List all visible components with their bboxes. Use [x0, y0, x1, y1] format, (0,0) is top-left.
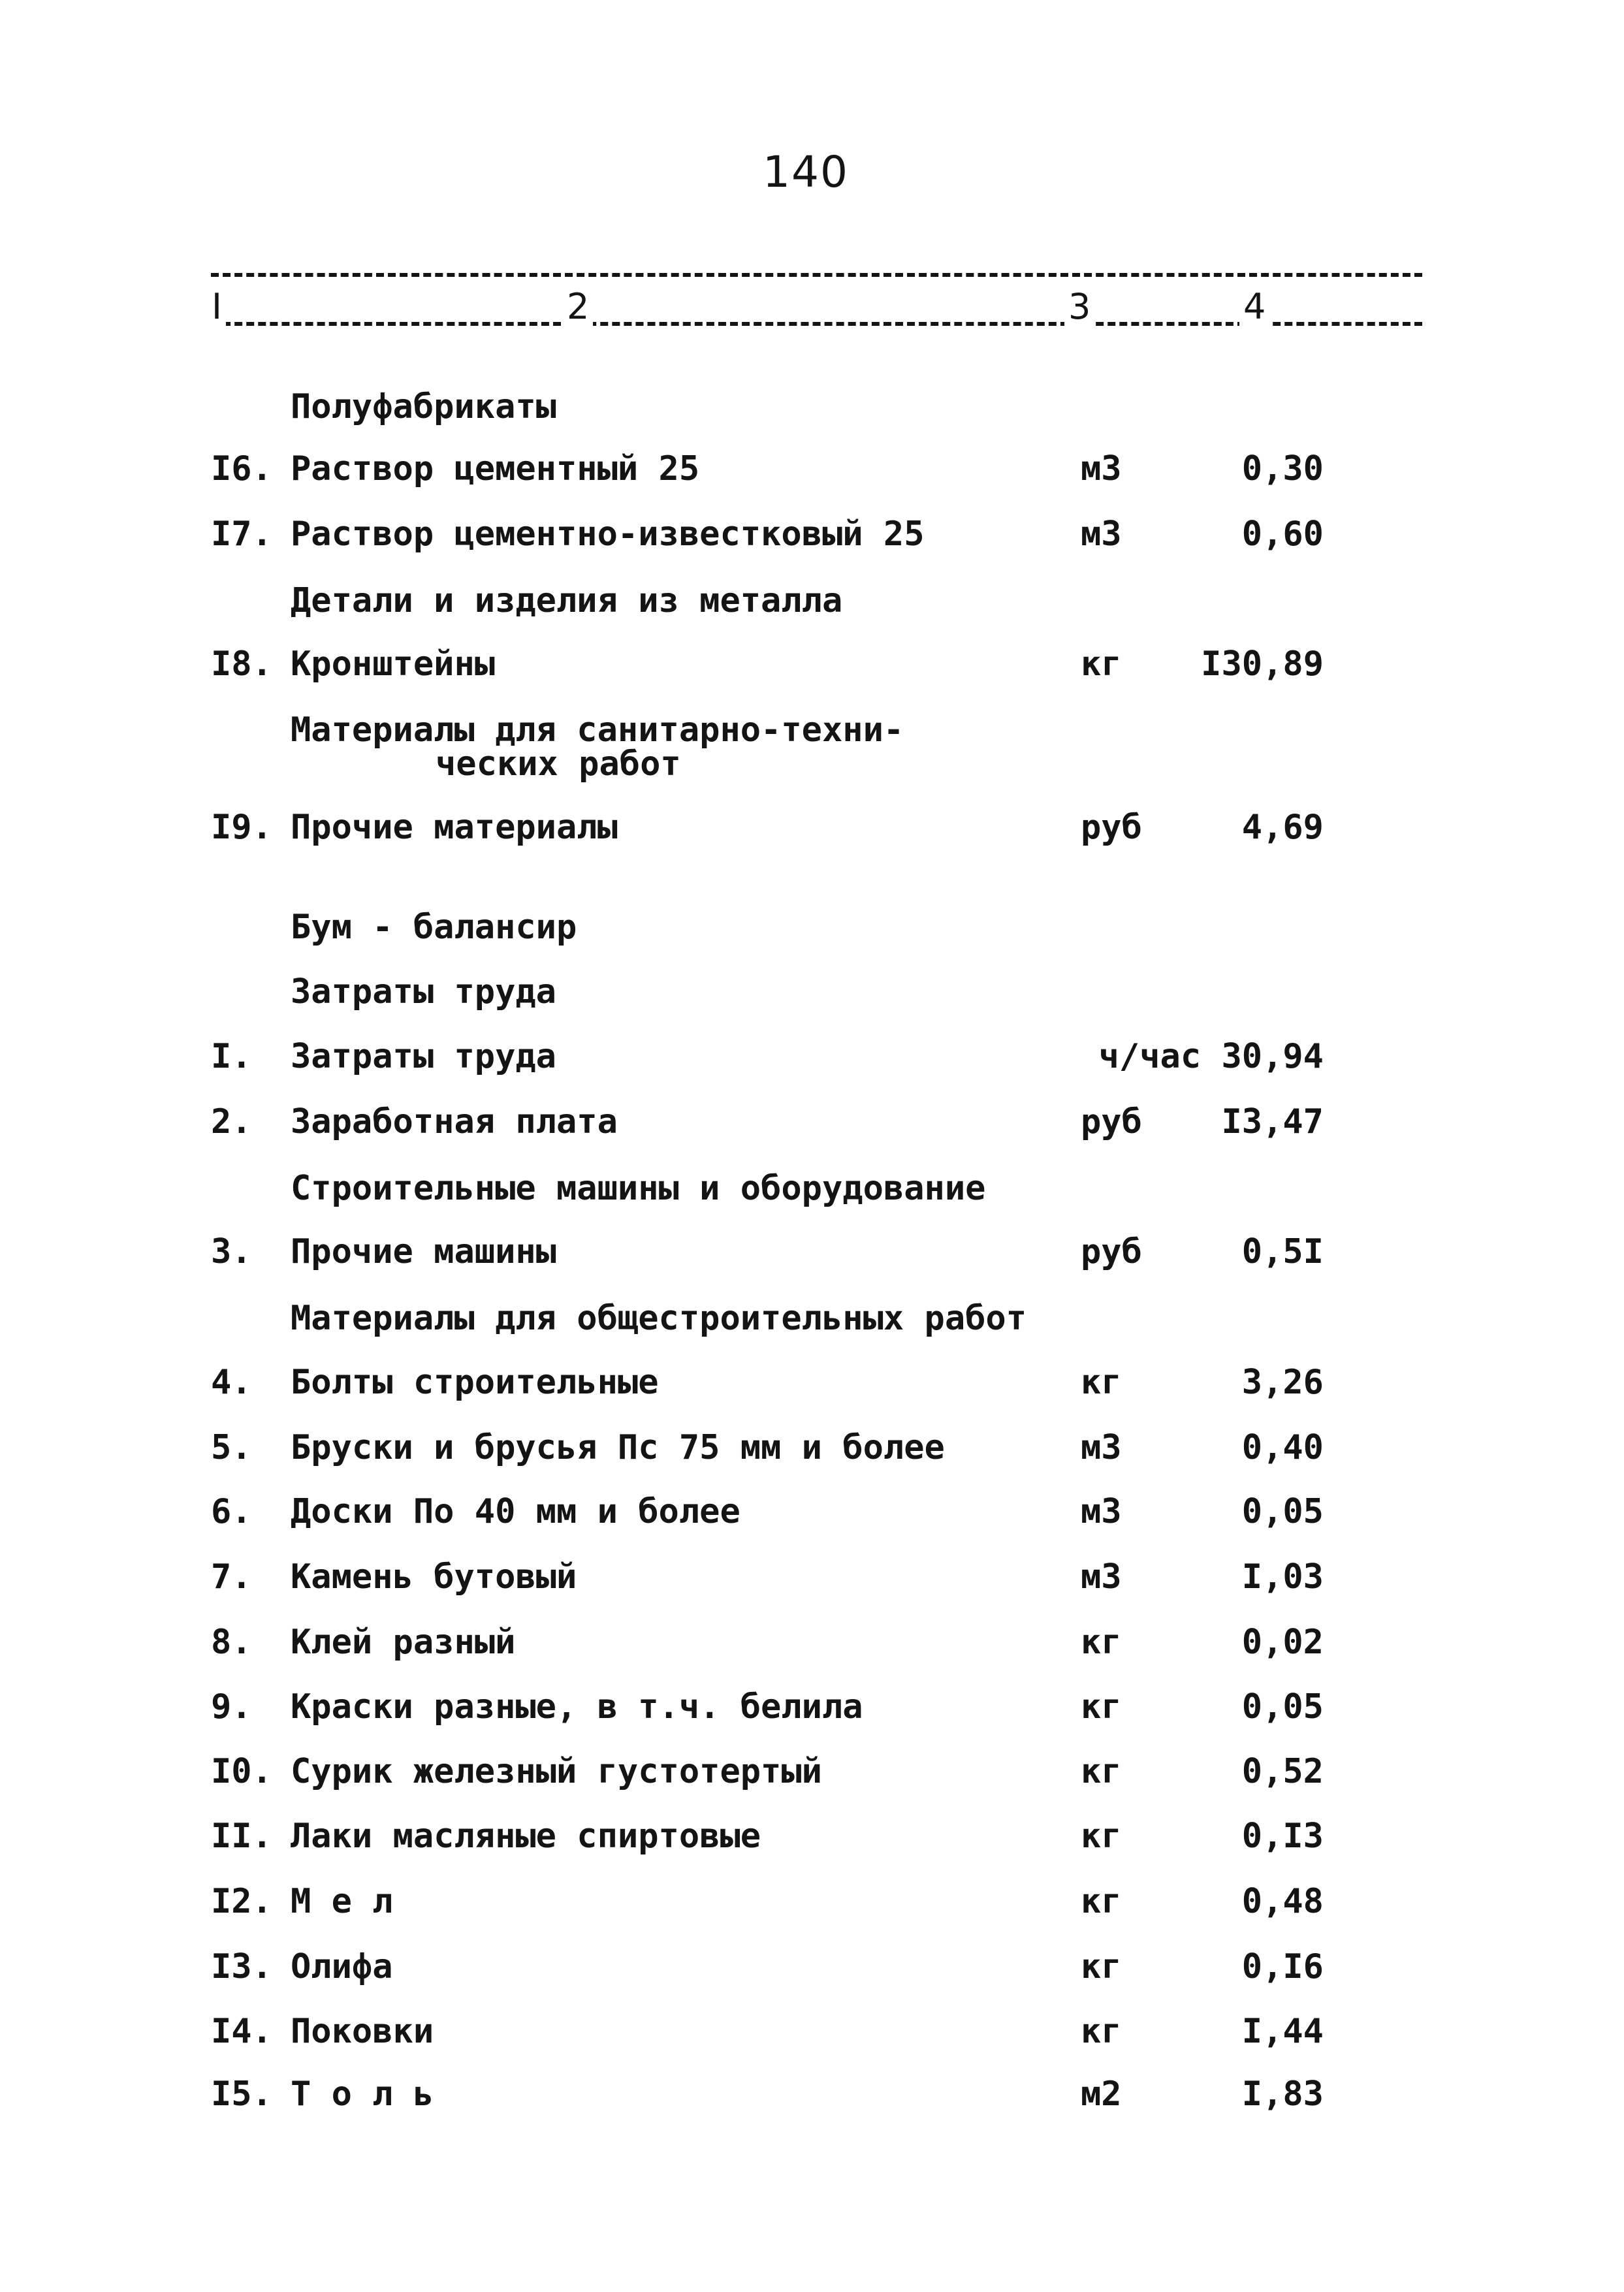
row-number: 3. — [211, 1232, 252, 1271]
row-name: Олифа — [291, 1947, 393, 1986]
row-value: I,83 — [1241, 2075, 1324, 2114]
row-unit: м2 — [1081, 2075, 1122, 2114]
row-unit: м3 — [1081, 449, 1122, 488]
row-number: 6. — [211, 1492, 252, 1531]
section-heading-construction-machines: Строительные машины и оборудование — [291, 1169, 986, 1208]
section-heading-metal-parts: Детали и изделия из металла — [291, 581, 843, 620]
row-value: 0,48 — [1241, 1882, 1324, 1921]
section-heading-line: ческих работ — [436, 744, 681, 784]
table-row — [0, 1749, 1624, 1794]
row-number: I5. — [211, 2075, 272, 2114]
row-unit: кг — [1081, 1817, 1122, 1856]
row-value: 0,40 — [1241, 1428, 1324, 1467]
row-value: 0,52 — [1241, 1752, 1324, 1791]
table-row — [0, 804, 1624, 850]
row-name: Раствор цементный 25 — [291, 449, 700, 488]
row-number: I0. — [211, 1752, 272, 1791]
row-unit: кг — [1081, 1947, 1122, 1986]
row-number: I3. — [211, 1947, 272, 1986]
table-row — [0, 1489, 1624, 1535]
row-unit: кг — [1081, 2012, 1122, 2051]
row-value: 0,05 — [1241, 1687, 1324, 1727]
row-unit: кг — [1081, 1752, 1122, 1791]
row-name: Сурик железный густотертый — [291, 1752, 822, 1791]
row-name: Прочие материалы — [291, 808, 618, 847]
row-unit: руб — [1081, 808, 1142, 847]
row-unit: м3 — [1081, 515, 1122, 554]
row-number: I8. — [211, 645, 272, 684]
column-header-2: 2 — [563, 287, 593, 326]
page-number: 140 — [763, 147, 849, 197]
section-heading-labor-costs: Затраты труда — [291, 972, 556, 1011]
row-unit: руб — [1081, 1102, 1142, 1141]
row-number: I9. — [211, 808, 272, 847]
row-name: Клей разный — [291, 1623, 516, 1662]
row-number: I4. — [211, 2012, 272, 2051]
row-value: 0,60 — [1241, 515, 1324, 554]
section-heading-sanitary-materials — [291, 710, 904, 784]
row-number: 5. — [211, 1428, 252, 1467]
row-number: 7. — [211, 1557, 252, 1597]
row-name: Болты строительные — [291, 1363, 659, 1402]
row-unit: м3 — [1081, 1428, 1122, 1467]
row-number: 8. — [211, 1623, 252, 1662]
section-heading-semi-finished: Полуфабрикаты — [291, 387, 556, 426]
row-value: 0,05 — [1241, 1492, 1324, 1531]
row-name: Раствор цементно-известковый 25 — [291, 515, 925, 554]
row-number: I7. — [211, 515, 272, 554]
table-row — [0, 1099, 1624, 1145]
row-number: I6. — [211, 449, 272, 488]
row-name: Краски разные, в т.ч. белила — [291, 1687, 863, 1727]
row-number: 9. — [211, 1687, 252, 1727]
row-value: 0,30 — [1241, 449, 1324, 488]
row-value: 0,5I — [1241, 1232, 1324, 1271]
table-row — [0, 511, 1624, 557]
row-number: I. — [211, 1037, 252, 1076]
row-value: I,03 — [1241, 1557, 1324, 1597]
row-unit: м3 — [1081, 1557, 1122, 1597]
row-number: 2. — [211, 1102, 252, 1141]
row-unit: кг — [1081, 1882, 1122, 1921]
column-header-1: I — [208, 287, 226, 326]
row-number: I2. — [211, 1882, 272, 1921]
row-name: Поковки — [291, 2012, 434, 2051]
row-unit: кг — [1081, 645, 1122, 684]
row-unit: кг — [1081, 1623, 1122, 1662]
table-row — [0, 1619, 1624, 1665]
row-value: 3,26 — [1241, 1363, 1324, 1402]
table-row — [0, 1034, 1624, 1079]
table-row — [0, 1813, 1624, 1859]
table-top-dashed-rule — [211, 273, 1422, 277]
row-value: 0,02 — [1241, 1623, 1324, 1662]
row-name: Прочие машины — [291, 1232, 556, 1271]
table-row — [0, 1879, 1624, 1924]
row-name: Доски По 40 мм и более — [291, 1492, 740, 1531]
table-row — [0, 2009, 1624, 2054]
row-value: I,44 — [1241, 2012, 1324, 2051]
row-value: I30,89 — [1201, 645, 1324, 684]
row-unit: руб — [1081, 1232, 1142, 1271]
row-value: 0,I6 — [1241, 1947, 1324, 1986]
row-unit: кг — [1081, 1363, 1122, 1402]
table-row — [0, 1360, 1624, 1405]
table-row — [0, 1554, 1624, 1600]
row-number: 4. — [211, 1363, 252, 1402]
table-row — [0, 446, 1624, 492]
section-heading-boom-balancer: Бум - балансир — [291, 908, 577, 947]
column-header-3: 3 — [1064, 287, 1094, 326]
column-header-4: 4 — [1239, 287, 1269, 326]
row-name: Т о л ь — [291, 2075, 434, 2114]
section-heading-line: Материалы для санитарно-техни- — [291, 710, 904, 750]
row-name: Лаки масляные спиртовые — [291, 1817, 761, 1856]
table-row — [0, 1944, 1624, 1990]
table-row — [0, 1229, 1624, 1275]
row-name: Затраты труда — [291, 1037, 556, 1076]
row-name: Бруски и брусья Пс 75 мм и более — [291, 1428, 945, 1467]
section-heading-general-materials: Материалы для общестроительных работ — [291, 1299, 1027, 1338]
row-name: Заработная плата — [291, 1102, 618, 1141]
table-row — [0, 2071, 1624, 2117]
table-row — [0, 1684, 1624, 1730]
row-value: 4,69 — [1241, 808, 1324, 847]
row-name: Камень бутовый — [291, 1557, 577, 1597]
row-value — [1099, 1034, 1324, 1079]
row-value-number: 30,94 — [1221, 1037, 1324, 1076]
row-name: Кронштейны — [291, 645, 496, 684]
row-unit: кг — [1081, 1687, 1122, 1727]
table-row — [0, 641, 1624, 687]
row-name: М е л — [291, 1882, 393, 1921]
row-unit: ч/час — [1098, 1037, 1202, 1076]
table-row — [0, 1425, 1624, 1471]
row-unit: м3 — [1081, 1492, 1122, 1531]
row-value: I3,47 — [1221, 1102, 1324, 1141]
row-number: II. — [211, 1817, 272, 1856]
row-value: 0,I3 — [1241, 1817, 1324, 1856]
